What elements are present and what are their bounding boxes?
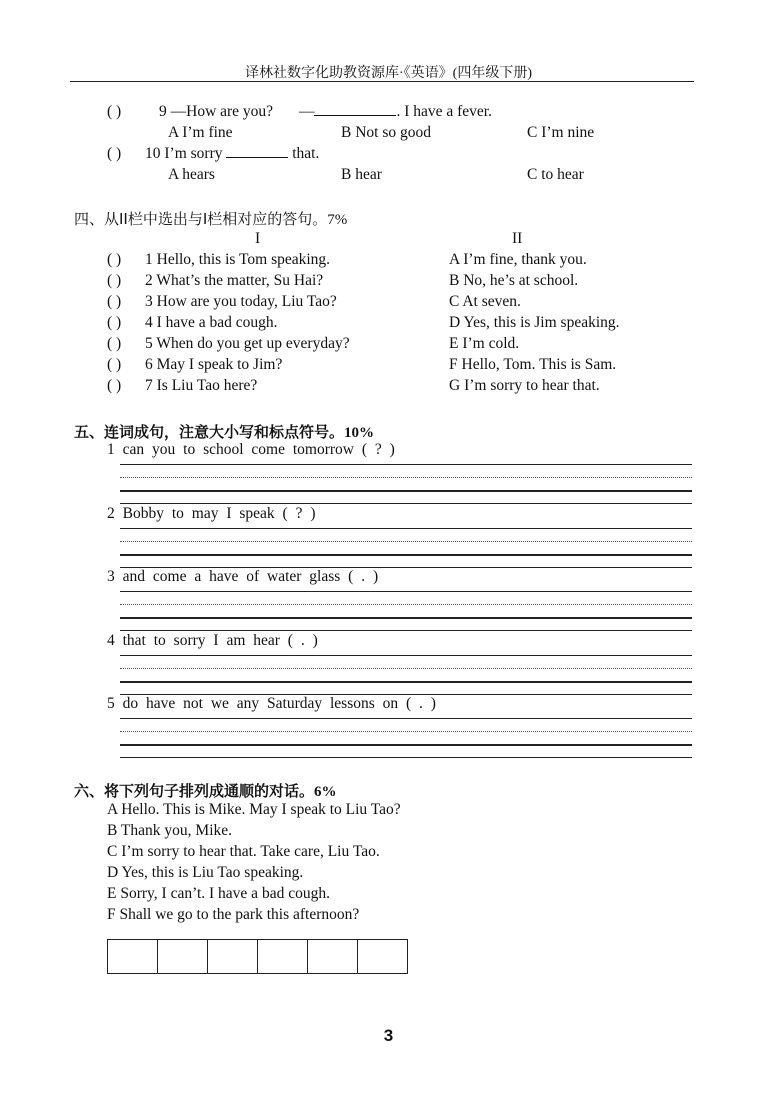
writing-line[interactable]	[120, 528, 692, 529]
answer-paren[interactable]: ( )	[107, 145, 122, 162]
column-2-head: II	[512, 230, 523, 247]
page-number: 3	[383, 1026, 394, 1045]
answer-box-2[interactable]	[158, 940, 208, 974]
option-a[interactable]: A I’m fine	[168, 124, 233, 141]
writing-baseline	[120, 681, 692, 683]
question-stem: I’m sorry	[164, 145, 223, 162]
dialogue-line: E Sorry, I can’t. I have a bad cough.	[107, 885, 330, 902]
writing-line[interactable]	[120, 464, 692, 465]
fill-blank[interactable]	[314, 103, 396, 116]
writing-line[interactable]	[120, 718, 692, 719]
section-6-title: 六、将下列句子排列成通顺的对话。6%	[74, 782, 337, 800]
section-5-title: 五、连词成句，注意大小写和标点符号。10%	[74, 423, 375, 441]
answer-option: F Hello, Tom. This is Sam.	[449, 356, 617, 373]
list-item: ( ) 5 When do you get up everyday?	[107, 335, 350, 352]
option-c[interactable]: C to hear	[527, 166, 584, 183]
answer-option: B No, he’s at school.	[449, 272, 579, 289]
writing-baseline	[120, 554, 692, 556]
fill-blank[interactable]	[226, 145, 288, 158]
dialogue-line: D Yes, this is Liu Tao speaking.	[107, 864, 304, 881]
header-rule	[70, 81, 694, 82]
list-item: ( ) 7 Is Liu Tao here?	[107, 377, 258, 394]
answer-option: A I’m fine, thank you.	[449, 251, 587, 268]
dialogue-line: F Shall we go to the park this afternoon?	[107, 906, 360, 923]
scramble-item: 3 and come a have of water glass ( . )	[107, 568, 379, 585]
answer-order-boxes	[107, 939, 408, 974]
answer-box-1[interactable]	[108, 940, 158, 974]
list-item: ( ) 3 How are you today, Liu Tao?	[107, 293, 337, 310]
answer-option: C At seven.	[449, 293, 521, 310]
writing-guide-line	[120, 731, 692, 732]
question-number: 10	[145, 145, 161, 162]
writing-baseline	[120, 617, 692, 619]
list-item: ( ) 1 Hello, this is Tom speaking.	[107, 251, 331, 268]
question-10: ( ) 10 I’m sorry that.	[107, 145, 320, 162]
scramble-item: 5 do have not we any Saturday lessons on ( . )	[107, 695, 436, 712]
writing-line	[120, 503, 692, 504]
writing-guide-line	[120, 604, 692, 605]
option-c[interactable]: C I’m nine	[527, 124, 595, 141]
option-a[interactable]: A hears	[168, 166, 215, 183]
writing-line[interactable]	[120, 655, 692, 656]
list-item: ( ) 2 What’s the matter, Su Hai?	[107, 272, 324, 289]
answer-option: G I’m sorry to hear that.	[449, 377, 600, 394]
option-b[interactable]: B Not so good	[341, 124, 431, 141]
writing-guide-line	[120, 541, 692, 542]
answer-box-5[interactable]	[308, 940, 358, 974]
scramble-item: 4 that to sorry I am hear ( . )	[107, 632, 318, 649]
answer-box-3[interactable]	[208, 940, 258, 974]
list-item: ( ) 4 I have a bad cough.	[107, 314, 278, 331]
answer-paren[interactable]: ( )	[107, 103, 122, 120]
dialogue-line: A Hello. This is Mike. May I speak to Liu Tao?	[107, 801, 401, 818]
dialogue-line: C I’m sorry to hear that. Take care, Liu Tao.	[107, 843, 380, 860]
answer-option: E I’m cold.	[449, 335, 520, 352]
writing-guide-line	[120, 477, 692, 478]
writing-baseline	[120, 490, 692, 492]
answer-option: D Yes, this is Jim speaking.	[449, 314, 620, 331]
question-9: ( ) 9 —How are you? — . I have a fever.	[107, 103, 492, 120]
option-b[interactable]: B hear	[341, 166, 382, 183]
writing-line	[120, 630, 692, 631]
writing-line	[120, 757, 692, 758]
writing-line[interactable]	[120, 591, 692, 592]
column-1-head: I	[255, 230, 261, 247]
question-number: 9	[159, 103, 167, 120]
dialogue-line: B Thank you, Mike.	[107, 822, 232, 839]
writing-guide-line	[120, 668, 692, 669]
section-4-title: 四、从II栏中选出与I栏相对应的答句。7%	[74, 210, 348, 228]
list-item: ( ) 6 May I speak to Jim?	[107, 356, 283, 373]
answer-box-4[interactable]	[258, 940, 308, 974]
scramble-item: 2 Bobby to may I speak ( ? )	[107, 505, 316, 522]
scramble-item: 1 can you to school come tomorrow ( ? )	[107, 441, 395, 458]
question-stem: —How are you?	[170, 103, 274, 120]
answer-box-6[interactable]	[358, 940, 408, 974]
page-header: 译林社数字化助教资源库·《英语》(四年级下册)	[245, 66, 532, 81]
writing-baseline	[120, 744, 692, 746]
